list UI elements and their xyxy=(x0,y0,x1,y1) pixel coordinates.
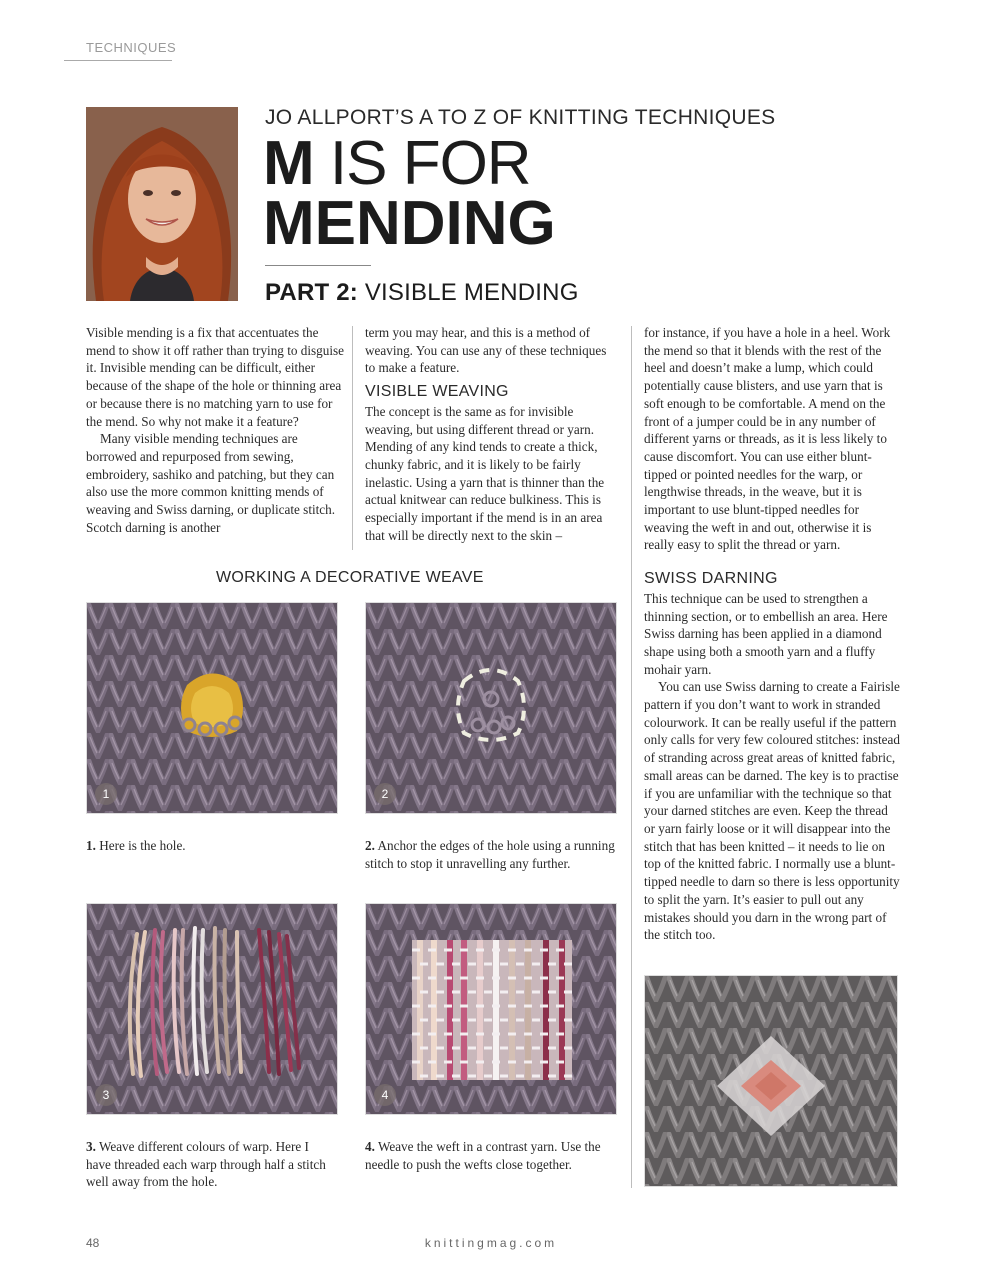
col3-paragraph-2: This technique can be used to strengthen a thinning section, or to embellish an area. Here Swiss darning has been applied in a diamond shape using both a smooth yarn and a fluffy mohair yarn. xyxy=(644,590,888,677)
part-heading xyxy=(265,279,579,307)
step-3-caption xyxy=(86,1138,336,1191)
col3-paragraph-3: You can use Swiss darning to create a Fairisle pattern if you don’t want to work in stranded colourwork. It can be really useful if the pattern only calls for very few coloured stitches: instead of stranding across great areas of knitted fabric, small areas can be darned. The key is to practise if you are unfamiliar with the technique so that your darned stitches are even. Keep the thread or yarn fairly loose or it will disappear into the stitch that has been knitted – it needs to lie on top of the knitted fabric. I normally use a blunt-tipped needle to darn so there is less opportunity to split the yarn. It’s easier to pull out any mistakes should you darn in the wrong part of the stitch too. xyxy=(644,679,900,943)
visible-weaving-heading: VISIBLE WEAVING xyxy=(365,383,509,401)
step-2-caption-text: Anchor the edges of the hole using a running stitch to stop it unravelling any further. xyxy=(365,838,615,871)
step-4-caption-text: Weave the weft in a contrast yarn. Use the needle to push the wefts close together. xyxy=(365,1139,601,1172)
step-1-caption-number: 1. xyxy=(86,838,96,853)
footer-website: knittingmag.com xyxy=(424,1236,558,1250)
step-3-number: 3 xyxy=(95,1084,117,1106)
author-portrait xyxy=(86,107,238,301)
title-bold-letter: M xyxy=(263,129,314,198)
column-divider-1 xyxy=(352,326,353,550)
col1-paragraph-1: Visible mending is a fix that accentuates the mend to show it off rather than trying to disguise it. Invisible mending can be difficult, either because of the shape of the hole or thinning area or because there is no matching yarn to use for the mend. So why not make it a feature? xyxy=(86,325,344,429)
title-line-1 xyxy=(263,129,531,198)
step-2-caption-number: 2. xyxy=(365,838,375,853)
swiss-darning-photo xyxy=(644,975,898,1187)
page-number: 48 xyxy=(86,1236,100,1250)
step-3-caption-text: Weave different colours of warp. Here I have threaded each warp through half a stitch well away from the hole. xyxy=(86,1139,326,1190)
column-3 xyxy=(644,324,900,944)
title-rule xyxy=(265,265,371,266)
step-1-number: 1 xyxy=(95,783,117,805)
step-2-photo xyxy=(365,602,617,814)
col2-paragraph-1: term you may hear, and this is a method of weaving. You can use any of these techniques to make a feature. xyxy=(365,325,607,376)
step-1-photo xyxy=(86,602,338,814)
col1-paragraph-2: Many visible mending techniques are borrowed and repurposed from sewing, embroidery, sashiko and patching, but they can also use the more common knitting mends of weaving and Swiss darning, or duplicate stitch. Scotch darning is another xyxy=(86,431,336,535)
section-tag: TECHNIQUES xyxy=(86,40,177,55)
step-4-number: 4 xyxy=(374,1084,396,1106)
series-title: JO ALLPORT’S A TO Z OF KNITTING TECHNIQUES xyxy=(265,106,776,129)
step-1-caption xyxy=(86,837,336,855)
step-4-caption xyxy=(365,1138,615,1173)
step-3-caption-number: 3. xyxy=(86,1139,96,1154)
step-3-photo xyxy=(86,903,338,1115)
step-2-number: 2 xyxy=(374,783,396,805)
step-4-photo xyxy=(365,903,617,1115)
step-2-caption xyxy=(365,837,615,872)
part-heading-bold: PART 2: xyxy=(265,279,358,306)
title-light-text: IS FOR xyxy=(329,129,531,198)
decorative-weave-heading: WORKING A DECORATIVE WEAVE xyxy=(216,569,484,586)
col3-paragraph-1: for instance, if you have a hole in a heel. Work the mend so that it blends with the rest of the heel and doesn’t make a lump, which could potentially cause blisters, and use yarn that is soft enough to be comfortable. A mend on the front of a jumper could be in any number of different yarns or threads, as it is less likely to cause discomfort. You can use either blunt-tipped or pointed needles for the warp, or lengthwise threads, in the weave, but it is important to use blunt-tipped needles for weaving the weft in and out, otherwise it is really easy to split the thread or yarn. xyxy=(644,325,891,553)
step-4-caption-number: 4. xyxy=(365,1139,375,1154)
swiss-darning-heading: SWISS DARNING xyxy=(644,570,778,588)
col2-paragraph-2: The concept is the same as for invisible weaving, but using different thread or yarn. Mending of any kind tends to create a thick, chunky fabric, and it is likely to be fairly inelastic. Using a yarn that is thinner than the actual knitwear can reduce bulkiness. This is especially important if the mend is in an area that will be directly next to the skin – xyxy=(365,403,605,543)
column-1 xyxy=(86,324,344,536)
part-heading-rest: VISIBLE MENDING xyxy=(364,279,579,306)
title-line-2: MENDING xyxy=(263,189,556,258)
column-divider-2 xyxy=(631,326,632,1188)
step-1-caption-text: Here is the hole. xyxy=(99,838,186,853)
section-rule xyxy=(64,60,172,61)
column-2 xyxy=(365,324,617,544)
